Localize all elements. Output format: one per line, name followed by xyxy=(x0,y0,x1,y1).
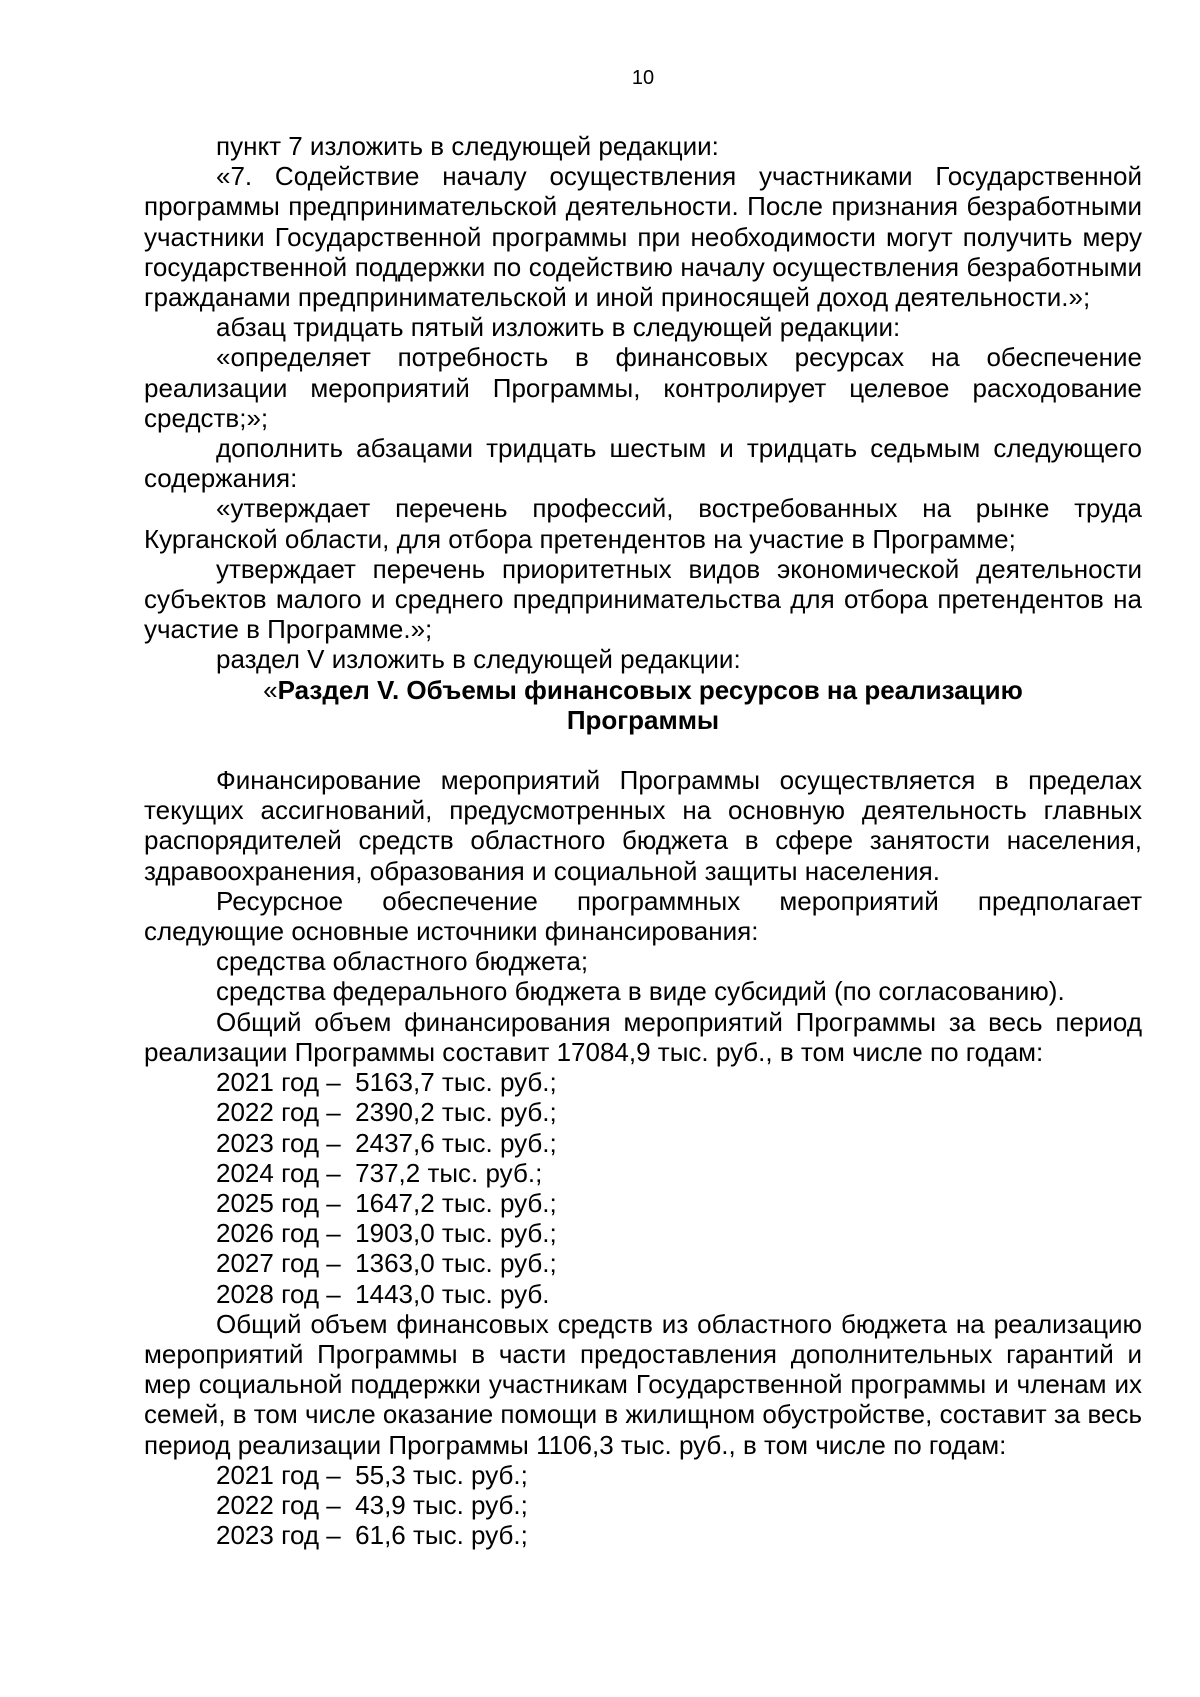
paragraph-36-text: «утверждает перечень профессий, востребованных на рынке труда Курганской области, для отбора претендентов на участие в Программе; xyxy=(144,493,1142,554)
paragraph-35-text: «определяет потребность в финансовых ресурсах на обеспечение реализации мероприятий Программы, контролирует целевое расходование средств;»; xyxy=(144,342,1142,433)
source-regional-budget: средства областного бюджета; xyxy=(216,946,589,977)
total-year-item: 2026 год – 1903,0 тыс. руб.; xyxy=(216,1218,557,1249)
total-financing-paragraph: Общий объем финансирования мероприятий Программы за весь период реализации Программы составит 17084,9 тыс. руб., в том числе по годам: xyxy=(144,1006,1142,1067)
total-year-item: 2024 год – 737,2 тыс. руб.; xyxy=(216,1157,543,1188)
regional-year-item: 2021 год – 55,3 тыс. руб.; xyxy=(216,1459,528,1490)
regional-year-item: 2022 год – 43,9 тыс. руб.; xyxy=(216,1489,528,1520)
amend-instruction-section-5: раздел V изложить в следующей редакции: xyxy=(216,644,741,675)
total-year-item: 2028 год – 1443,0 тыс. руб. xyxy=(216,1278,550,1309)
heading-open-quote: « xyxy=(263,674,278,705)
source-federal-budget: средства федерального бюджета в виде субсидий (по согласованию). xyxy=(216,976,1065,1007)
total-year-item: 2022 год – 2390,2 тыс. руб.; xyxy=(216,1097,557,1128)
resource-paragraph: Ресурсное обеспечение программных мероприятий предполагает следующие основные источники финансирования: xyxy=(144,885,1142,947)
total-year-item: 2025 год – 1647,2 тыс. руб.; xyxy=(216,1187,557,1218)
amend-instruction-paragraph-35: абзац тридцать пятый изложить в следующей редакции: xyxy=(216,312,901,343)
page-number: 10 xyxy=(631,67,655,89)
total-year-item: 2027 год – 1363,0 тыс. руб.; xyxy=(216,1248,557,1279)
regional-year-item: 2023 год – 61,6 тыс. руб.; xyxy=(216,1520,528,1551)
heading-line-1: Раздел V. Объемы финансовых ресурсов на реализацию xyxy=(277,674,1023,705)
heading-line-2: Программы xyxy=(566,704,720,735)
document-page xyxy=(144,66,1142,1550)
total-year-item: 2023 год – 2437,6 тыс. руб.; xyxy=(216,1127,557,1158)
spacer xyxy=(144,735,1142,765)
regional-budget-paragraph: Общий объем финансовых средств из областного бюджета на реализацию мероприятий Программы в части предоставления дополнительных гарантий и мер социальной поддержки участникам Государственной программы и членам их семей, в том числе оказание помощи в жилищном обустройстве, составит за весь период реализации Программы 1106,3 тыс. руб., в том числе по годам: xyxy=(144,1308,1142,1460)
point-7-text: «7. Содействие началу осуществления участниками Государственной программы предпринимательской деятельности. После признания безработными участники Государственной программы при необходимости могут получить меру государственной поддержки по содействию началу осуществления безработными гражданами предпринимательской и иной приносящей доход деятельности.»; xyxy=(144,161,1142,313)
section-heading xyxy=(144,675,1142,735)
financing-paragraph: Финансирование мероприятий Программы осуществляется в пределах текущих ассигнований, предусмотренных на основную деятельность главных распорядителей средств областного бюджета в сфере занятости населения, здравоохранения, образования и социальной защиты населения. xyxy=(144,765,1142,886)
amend-instruction-add-paragraphs: дополнить абзацами тридцать шестым и тридцать седьмым следующего содержания: xyxy=(144,433,1142,494)
total-year-item: 2021 год – 5163,7 тыс. руб.; xyxy=(216,1067,557,1098)
amend-instruction-point-7: пункт 7 изложить в следующей редакции: xyxy=(216,131,719,161)
paragraph-37-text: утверждает перечень приоритетных видов экономической деятельности субъектов малого и среднего предпринимательства для отбора претендентов на участие в Программе.»; xyxy=(144,553,1142,645)
